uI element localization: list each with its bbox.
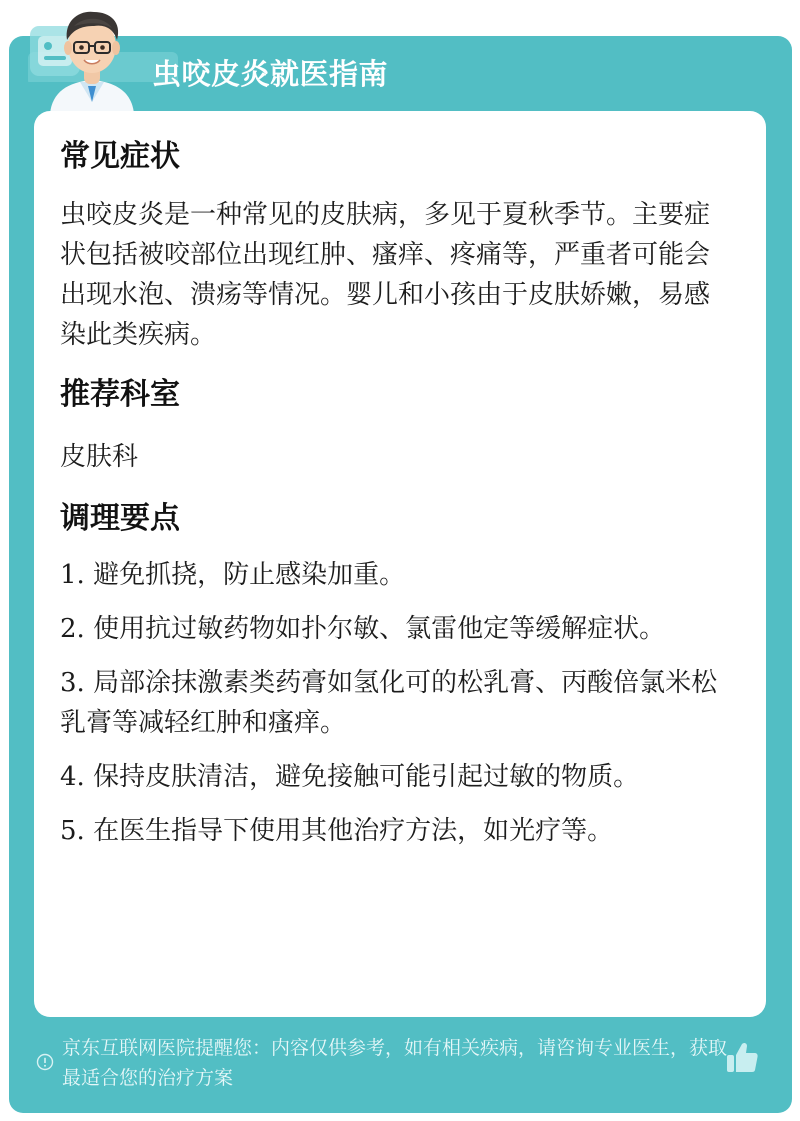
care-list (60, 555, 730, 851)
care-item-text: 保持皮肤清洁，避免接触可能引起过敏的物质。 (84, 762, 640, 792)
care-item-text: 在医生指导下使用其他治疗方法，如光疗等。 (84, 816, 614, 846)
info-icon (36, 1053, 54, 1071)
care-item-number: 5. (60, 816, 85, 846)
care-item (60, 811, 730, 851)
care-item-text: 局部涂抹激素类药膏如氢化可的松乳膏、丙酸倍氯米松乳膏等减轻红肿和瘙痒。 (60, 668, 718, 738)
care-item (60, 663, 730, 743)
department-text: 皮肤科 (60, 442, 139, 472)
doctor-avatar (44, 6, 140, 114)
care-item (60, 555, 730, 595)
care-heading: 调理要点 (60, 501, 180, 536)
care-item-text: 避免抓挠，防止感染加重。 (84, 560, 406, 590)
care-item-number: 4. (60, 762, 85, 792)
content-card (34, 111, 766, 1017)
symptoms-heading: 常见症状 (60, 139, 180, 174)
care-item-text: 使用抗过敏药物如扑尔敏、氯雷他定等缓解症状。 (84, 614, 666, 644)
care-item-number: 3. (60, 668, 85, 698)
page-title: 虫咬皮炎就医指南 (152, 57, 389, 91)
department-heading: 推荐科室 (60, 377, 180, 412)
care-item-number: 1. (60, 560, 85, 590)
thumbs-up-icon[interactable] (724, 1040, 760, 1076)
care-item-number: 2. (60, 614, 85, 644)
care-item (60, 609, 730, 649)
disclaimer-text: 京东互联网医院提醒您：内容仅供参考，如有相关疾病，请咨询专业医生，获取最适合您的治疗方案 (62, 1037, 728, 1089)
symptoms-text: 虫咬皮炎是一种常见的皮肤病，多见于夏秋季节。主要症状包括被咬部位出现红肿、瘙痒、疼痛等，严重者可能会出现水泡、溃疡等情况。婴儿和小孩由于皮肤娇嫩，易感染此类疾病。 (60, 200, 711, 350)
care-item (60, 757, 730, 797)
